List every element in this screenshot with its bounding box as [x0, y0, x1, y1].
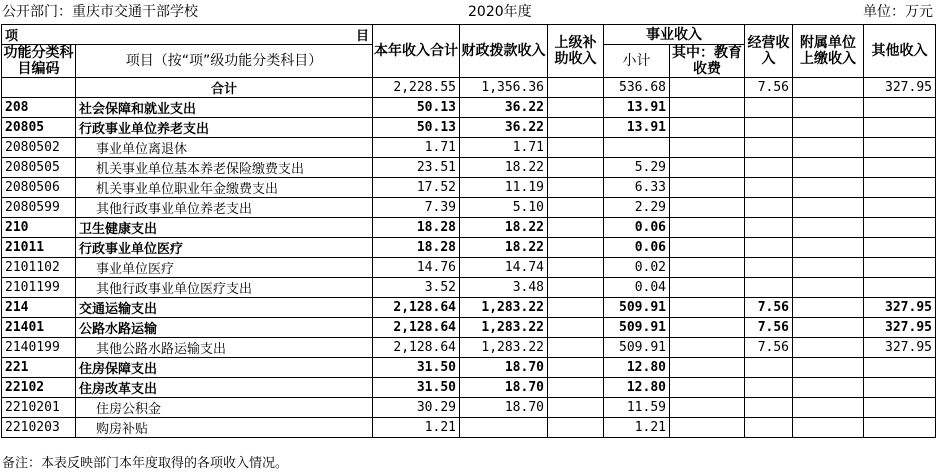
cell-edu-fee [670, 338, 745, 358]
cell-operating [745, 258, 793, 278]
cell-affiliated [793, 378, 864, 398]
cell-operating [745, 218, 793, 238]
year-label: 2020年度 [468, 4, 532, 20]
total-row [2, 78, 936, 98]
cell-fiscal: 3.48 [460, 278, 548, 298]
table-row [2, 98, 936, 118]
cell-edu-fee [670, 98, 745, 118]
cell-code: 208 [2, 98, 76, 118]
cell-name: 公路水路运输 [76, 318, 373, 338]
total-subtotal: 536.68 [604, 78, 670, 98]
total-label: 合计 [76, 78, 373, 98]
cell-total-income: 1.71 [373, 138, 460, 158]
cell-upper-subsidy [548, 238, 604, 258]
cell-fiscal: 5.10 [460, 198, 548, 218]
cell-subtotal: 6.33 [604, 178, 670, 198]
table-row [2, 418, 936, 438]
cell-fiscal: 1,283.22 [460, 298, 548, 318]
item-header-left: 项 [5, 29, 19, 44]
cell-other: 327.95 [864, 338, 936, 358]
cell-total-income: 30.29 [373, 398, 460, 418]
cell-fiscal: 18.22 [460, 238, 548, 258]
cell-edu-fee [670, 398, 745, 418]
total-total-income: 2,228.55 [373, 78, 460, 98]
cell-name: 其他行政事业单位养老支出 [76, 198, 373, 218]
cell-name: 住房保障支出 [76, 358, 373, 378]
cell-subtotal: 509.91 [604, 298, 670, 318]
cell-operating [745, 278, 793, 298]
cell-upper-subsidy [548, 338, 604, 358]
cell-upper-subsidy [548, 418, 604, 438]
cell-code: 2210201 [2, 398, 76, 418]
cell-other [864, 358, 936, 378]
cell-upper-subsidy [548, 298, 604, 318]
cell-total-income: 17.52 [373, 178, 460, 198]
total-other: 327.95 [864, 78, 936, 98]
cell-subtotal: 0.06 [604, 218, 670, 238]
cell-name: 其他公路水路运输支出 [76, 338, 373, 358]
cell-fiscal: 1,283.22 [460, 318, 548, 338]
cell-code: 210 [2, 218, 76, 238]
cell-edu-fee [670, 218, 745, 238]
total-edu-fee [670, 78, 745, 98]
cell-operating [745, 198, 793, 218]
cell-code: 2140199 [2, 338, 76, 358]
cell-operating [745, 238, 793, 258]
cell-other [864, 218, 936, 238]
cell-subtotal: 1.21 [604, 418, 670, 438]
cell-upper-subsidy [548, 258, 604, 278]
cell-code: 2101199 [2, 278, 76, 298]
cell-total-income: 50.13 [373, 118, 460, 138]
cell-affiliated [793, 278, 864, 298]
cell-subtotal: 0.04 [604, 278, 670, 298]
cell-operating: 7.56 [745, 338, 793, 358]
cell-upper-subsidy [548, 178, 604, 198]
table-row [2, 398, 936, 418]
cell-other [864, 138, 936, 158]
income-table [1, 24, 936, 438]
cell-affiliated [793, 218, 864, 238]
cell-edu-fee [670, 258, 745, 278]
cell-total-income: 2,128.64 [373, 298, 460, 318]
header-operating: 经营收入 [745, 25, 793, 78]
cell-fiscal: 36.22 [460, 118, 548, 138]
footnote: 备注：本表反映部门本年度取得的各项收入情况。 [2, 456, 289, 471]
cell-edu-fee [670, 418, 745, 438]
cell-name: 行政事业单位养老支出 [76, 118, 373, 138]
cell-affiliated [793, 158, 864, 178]
cell-edu-fee [670, 278, 745, 298]
cell-other [864, 198, 936, 218]
cell-total-income: 23.51 [373, 158, 460, 178]
cell-subtotal: 13.91 [604, 98, 670, 118]
cell-name: 住房公积金 [76, 398, 373, 418]
item-header-right: 目 [355, 29, 369, 44]
cell-subtotal: 509.91 [604, 338, 670, 358]
header-total-income: 本年收入合计 [373, 25, 460, 78]
cell-affiliated [793, 178, 864, 198]
cell-operating [745, 358, 793, 378]
header-edu-fee: 其中：教育收费 [670, 45, 745, 78]
cell-other [864, 258, 936, 278]
table-row [2, 278, 936, 298]
department-label: 公开部门：重庆市交通干部学校 [2, 4, 198, 20]
header-upper-subsidy: 上级补助收入 [548, 25, 604, 78]
cell-total-income: 3.52 [373, 278, 460, 298]
cell-fiscal: 1,283.22 [460, 338, 548, 358]
cell-name: 住房改革支出 [76, 378, 373, 398]
cell-total-income: 31.50 [373, 358, 460, 378]
cell-code: 2101102 [2, 258, 76, 278]
cell-operating [745, 138, 793, 158]
cell-upper-subsidy [548, 158, 604, 178]
header-code: 功能分类科目编码 [3, 45, 74, 77]
cell-edu-fee [670, 238, 745, 258]
cell-operating: 7.56 [745, 318, 793, 338]
header-affiliated: 附属单位上缴收入 [793, 25, 864, 78]
cell-other [864, 98, 936, 118]
table-row [2, 318, 936, 338]
cell-other [864, 178, 936, 198]
cell-name: 机关事业单位职业年金缴费支出 [76, 178, 373, 198]
cell-fiscal: 11.19 [460, 178, 548, 198]
cell-total-income: 18.28 [373, 218, 460, 238]
cell-code: 2080502 [2, 138, 76, 158]
cell-operating [745, 98, 793, 118]
cell-edu-fee [670, 118, 745, 138]
cell-edu-fee [670, 298, 745, 318]
cell-fiscal [460, 418, 548, 438]
cell-other [864, 278, 936, 298]
cell-edu-fee [670, 198, 745, 218]
cell-operating [745, 178, 793, 198]
table-row [2, 378, 936, 398]
cell-name: 行政事业单位医疗 [76, 238, 373, 258]
cell-upper-subsidy [548, 98, 604, 118]
cell-name: 购房补贴 [76, 418, 373, 438]
unit-label: 单位：万元 [863, 4, 933, 20]
cell-operating [745, 398, 793, 418]
cell-total-income: 14.76 [373, 258, 460, 278]
cell-other: 327.95 [864, 298, 936, 318]
cell-other [864, 158, 936, 178]
cell-affiliated [793, 298, 864, 318]
cell-name: 卫生健康支出 [76, 218, 373, 238]
cell-other [864, 418, 936, 438]
cell-affiliated [793, 258, 864, 278]
cell-affiliated [793, 358, 864, 378]
cell-upper-subsidy [548, 398, 604, 418]
header-name: 项目（按“项”级功能分类科目） [76, 45, 373, 78]
total-affiliated [793, 78, 864, 98]
cell-code: 21401 [2, 318, 76, 338]
header-business-income: 事业收入 [604, 25, 745, 45]
cell-affiliated [793, 318, 864, 338]
cell-affiliated [793, 238, 864, 258]
cell-edu-fee [670, 178, 745, 198]
cell-upper-subsidy [548, 198, 604, 218]
cell-other: 327.95 [864, 318, 936, 338]
cell-upper-subsidy [548, 378, 604, 398]
cell-affiliated [793, 338, 864, 358]
cell-code: 214 [2, 298, 76, 318]
cell-name: 社会保障和就业支出 [76, 98, 373, 118]
cell-name: 事业单位医疗 [76, 258, 373, 278]
header-row-1 [2, 25, 936, 45]
table-row [2, 178, 936, 198]
cell-fiscal: 18.70 [460, 358, 548, 378]
cell-edu-fee [670, 138, 745, 158]
cell-affiliated [793, 118, 864, 138]
item-header [2, 25, 373, 45]
cell-subtotal: 12.80 [604, 378, 670, 398]
cell-subtotal: 11.59 [604, 398, 670, 418]
cell-other [864, 118, 936, 138]
cell-fiscal: 18.22 [460, 158, 548, 178]
cell-name: 交通运输支出 [76, 298, 373, 318]
table-row [2, 238, 936, 258]
cell-total-income: 1.21 [373, 418, 460, 438]
cell-upper-subsidy [548, 318, 604, 338]
cell-fiscal: 36.22 [460, 98, 548, 118]
cell-total-income: 2,128.64 [373, 338, 460, 358]
cell-subtotal: 0.06 [604, 238, 670, 258]
cell-operating [745, 418, 793, 438]
table-row [2, 338, 936, 358]
cell-total-income: 7.39 [373, 198, 460, 218]
cell-other [864, 378, 936, 398]
cell-fiscal: 18.70 [460, 378, 548, 398]
table-row [2, 198, 936, 218]
cell-edu-fee [670, 378, 745, 398]
cell-upper-subsidy [548, 358, 604, 378]
cell-total-income: 50.13 [373, 98, 460, 118]
cell-subtotal: 13.91 [604, 118, 670, 138]
cell-name: 机关事业单位基本养老保险缴费支出 [76, 158, 373, 178]
table-row [2, 258, 936, 278]
header-subtotal: 小计 [604, 45, 670, 78]
cell-affiliated [793, 98, 864, 118]
cell-subtotal: 509.91 [604, 318, 670, 338]
header-fiscal: 财政拨款收入 [460, 25, 548, 78]
cell-subtotal: 0.02 [604, 258, 670, 278]
cell-total-income: 2,128.64 [373, 318, 460, 338]
cell-code: 2080599 [2, 198, 76, 218]
table-row [2, 218, 936, 238]
cell-code: 20805 [2, 118, 76, 138]
cell-affiliated [793, 198, 864, 218]
cell-subtotal: 5.29 [604, 158, 670, 178]
cell-upper-subsidy [548, 118, 604, 138]
cell-subtotal [604, 138, 670, 158]
cell-code: 21011 [2, 238, 76, 258]
cell-fiscal: 14.74 [460, 258, 548, 278]
table-row [2, 158, 936, 178]
cell-fiscal: 18.22 [460, 218, 548, 238]
table-row [2, 118, 936, 138]
table-row [2, 138, 936, 158]
cell-fiscal: 1.71 [460, 138, 548, 158]
cell-code: 221 [2, 358, 76, 378]
total-operating: 7.56 [745, 78, 793, 98]
total-code-cell [2, 78, 76, 98]
table-row [2, 298, 936, 318]
cell-name: 其他行政事业单位医疗支出 [76, 278, 373, 298]
header-other: 其他收入 [864, 25, 936, 78]
cell-name: 事业单位离退休 [76, 138, 373, 158]
cell-upper-subsidy [548, 218, 604, 238]
cell-operating [745, 158, 793, 178]
table-row [2, 358, 936, 378]
cell-operating [745, 378, 793, 398]
cell-operating: 7.56 [745, 298, 793, 318]
cell-upper-subsidy [548, 278, 604, 298]
cell-code: 2080506 [2, 178, 76, 198]
cell-affiliated [793, 138, 864, 158]
cell-affiliated [793, 418, 864, 438]
cell-code: 22102 [2, 378, 76, 398]
cell-operating [745, 118, 793, 138]
cell-total-income: 31.50 [373, 378, 460, 398]
cell-other [864, 238, 936, 258]
cell-edu-fee [670, 158, 745, 178]
cell-affiliated [793, 398, 864, 418]
cell-code: 2210203 [2, 418, 76, 438]
cell-total-income: 18.28 [373, 238, 460, 258]
cell-code: 2080505 [2, 158, 76, 178]
cell-upper-subsidy [548, 138, 604, 158]
cell-edu-fee [670, 358, 745, 378]
cell-subtotal: 12.80 [604, 358, 670, 378]
total-fiscal: 1,356.36 [460, 78, 548, 98]
cell-subtotal: 2.29 [604, 198, 670, 218]
cell-fiscal: 18.70 [460, 398, 548, 418]
cell-edu-fee [670, 318, 745, 338]
total-upper-subsidy [548, 78, 604, 98]
cell-other [864, 398, 936, 418]
